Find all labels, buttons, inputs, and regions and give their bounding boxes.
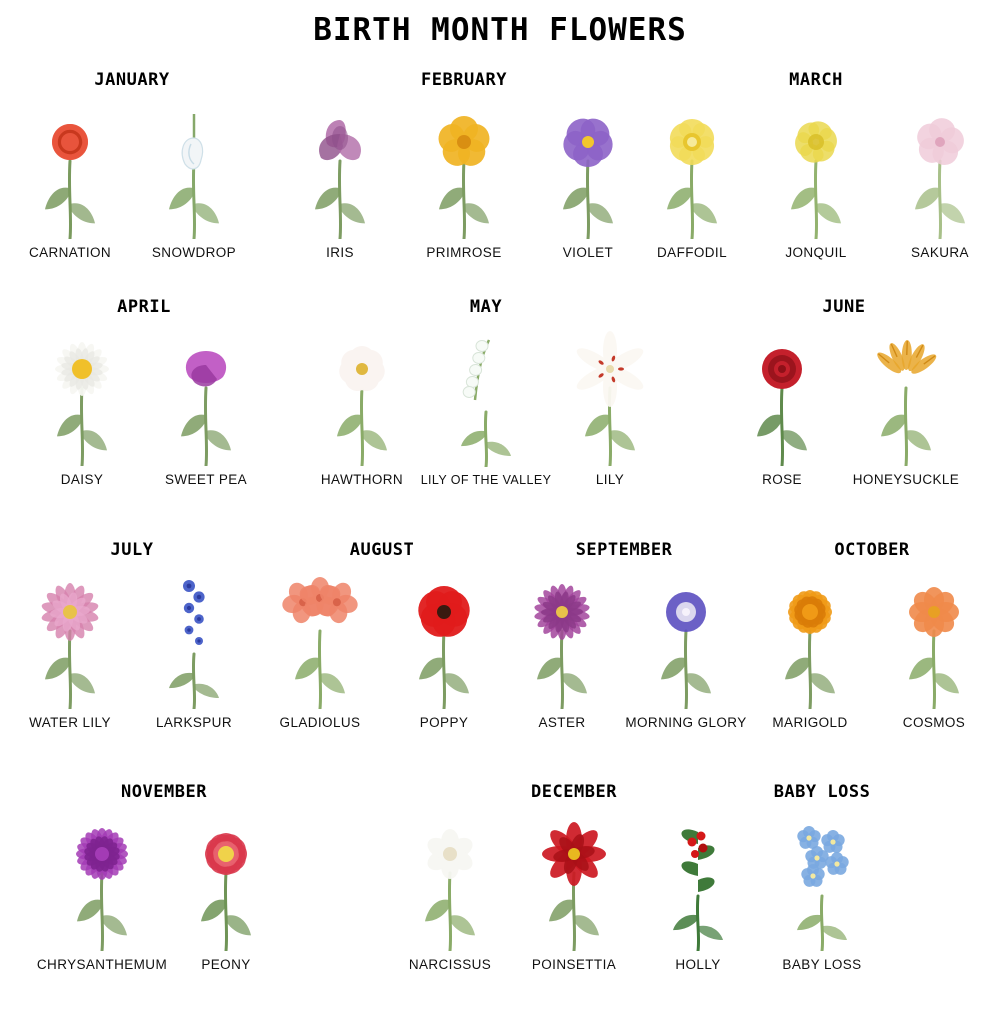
flower-label: COSMOS bbox=[903, 715, 965, 730]
flower-label: CARNATION bbox=[29, 245, 111, 260]
flower-cell bbox=[844, 321, 968, 487]
flower-label: HAWTHORN bbox=[321, 472, 403, 487]
flower-illustration-icon bbox=[307, 321, 417, 466]
flower-label: DAFFODIL bbox=[657, 245, 727, 260]
flower-strip bbox=[40, 806, 288, 972]
flower-label: LILY bbox=[596, 472, 624, 487]
flower-illustration-icon bbox=[533, 94, 643, 239]
page-title: BIRTH MONTH FLOWERS bbox=[0, 12, 1000, 48]
flower-cell bbox=[132, 94, 256, 260]
flower-label: MARIGOLD bbox=[772, 715, 847, 730]
flower-cell bbox=[512, 806, 636, 972]
flower-label: DAISY bbox=[61, 472, 104, 487]
month-title: OCTOBER bbox=[748, 540, 996, 560]
flower-label: HONEYSUCKLE bbox=[853, 472, 959, 487]
flower-illustration-icon bbox=[631, 564, 741, 709]
flower-label: GLADIOLUS bbox=[280, 715, 361, 730]
flower-label: HOLLY bbox=[675, 957, 720, 972]
flower-label: CHRYSANTHEMUM bbox=[37, 957, 167, 972]
flower-label: POINSETTIA bbox=[532, 957, 616, 972]
month-title: NOVEMBER bbox=[40, 782, 288, 802]
flower-strip bbox=[8, 94, 256, 260]
flower-illustration-icon bbox=[171, 806, 281, 951]
flower-label: IRIS bbox=[326, 245, 354, 260]
flower-strip bbox=[278, 94, 650, 260]
month-title: MAY bbox=[300, 297, 672, 317]
flower-label: LARKSPUR bbox=[156, 715, 232, 730]
flower-illustration-icon bbox=[555, 321, 665, 466]
flower-label: PRIMROSE bbox=[426, 245, 501, 260]
flower-cell bbox=[144, 321, 268, 487]
flower-label: LILY OF THE VALLEY bbox=[421, 473, 552, 487]
flower-strip bbox=[300, 321, 672, 487]
flower-cell bbox=[402, 94, 526, 260]
flower-cell bbox=[424, 322, 548, 487]
flower-illustration-icon bbox=[395, 806, 505, 951]
flower-illustration-icon bbox=[507, 564, 617, 709]
flower-illustration-icon bbox=[47, 806, 157, 951]
flower-cell bbox=[382, 564, 506, 730]
flower-illustration-icon bbox=[767, 806, 877, 951]
flower-cell bbox=[278, 94, 402, 260]
month-group bbox=[760, 782, 884, 972]
flower-label: PEONY bbox=[201, 957, 250, 972]
flower-cell bbox=[132, 564, 256, 730]
flower-label: VIOLET bbox=[563, 245, 613, 260]
month-group bbox=[748, 540, 996, 730]
month-title: JULY bbox=[8, 540, 256, 560]
flower-illustration-icon bbox=[885, 94, 995, 239]
month-group bbox=[8, 540, 256, 730]
flower-cell bbox=[500, 564, 624, 730]
month-group bbox=[40, 782, 288, 972]
flower-cell bbox=[760, 806, 884, 972]
flower-illustration-icon bbox=[285, 94, 395, 239]
flower-strip bbox=[258, 564, 506, 730]
flower-cell bbox=[872, 564, 996, 730]
month-group bbox=[630, 70, 1000, 260]
flower-strip bbox=[760, 806, 884, 972]
flower-cell bbox=[720, 321, 844, 487]
flower-illustration-icon bbox=[879, 564, 989, 709]
flower-label: BABY LOSS bbox=[782, 957, 861, 972]
month-group bbox=[20, 297, 268, 487]
flower-illustration-icon bbox=[761, 94, 871, 239]
flower-illustration-icon bbox=[139, 564, 249, 709]
flower-label: ROSE bbox=[762, 472, 802, 487]
flower-cell bbox=[258, 564, 382, 730]
flower-cell bbox=[20, 321, 144, 487]
flower-label: MORNING GLORY bbox=[625, 715, 746, 730]
flower-illustration-icon bbox=[265, 564, 375, 709]
flower-cell bbox=[8, 94, 132, 260]
flower-illustration-icon bbox=[389, 564, 499, 709]
month-group bbox=[258, 540, 506, 730]
flower-illustration-icon bbox=[27, 321, 137, 466]
month-title: FEBRUARY bbox=[278, 70, 650, 90]
month-group bbox=[8, 70, 256, 260]
flower-illustration-icon bbox=[519, 806, 629, 951]
month-title: JUNE bbox=[720, 297, 968, 317]
flower-cell bbox=[754, 94, 878, 260]
flower-cell bbox=[8, 564, 132, 730]
month-title: JANUARY bbox=[8, 70, 256, 90]
flower-strip bbox=[630, 94, 1000, 260]
month-title: MARCH bbox=[630, 70, 1000, 90]
flower-label: SWEET PEA bbox=[165, 472, 247, 487]
flower-label: SNOWDROP bbox=[152, 245, 236, 260]
flower-strip bbox=[720, 321, 968, 487]
flower-cell bbox=[548, 321, 672, 487]
flower-cell bbox=[624, 564, 748, 730]
month-group bbox=[300, 297, 672, 487]
flower-illustration-icon bbox=[643, 806, 753, 951]
flower-label: NARCISSUS bbox=[409, 957, 491, 972]
flower-cell bbox=[40, 806, 164, 972]
flower-strip bbox=[20, 321, 268, 487]
flower-illustration-icon bbox=[727, 321, 837, 466]
month-title: APRIL bbox=[20, 297, 268, 317]
flower-cell bbox=[748, 564, 872, 730]
month-title: DECEMBER bbox=[388, 782, 760, 802]
flower-strip bbox=[500, 564, 748, 730]
flower-illustration-icon bbox=[409, 94, 519, 239]
flower-label: SAKURA bbox=[911, 245, 969, 260]
flower-label: POPPY bbox=[420, 715, 469, 730]
month-title: SEPTEMBER bbox=[500, 540, 748, 560]
flower-cell bbox=[164, 806, 288, 972]
flower-label: WATER LILY bbox=[29, 715, 111, 730]
flower-label: JONQUIL bbox=[785, 245, 846, 260]
month-title: BABY LOSS bbox=[760, 782, 884, 802]
flower-strip bbox=[748, 564, 996, 730]
month-title: AUGUST bbox=[258, 540, 506, 560]
flower-illustration-icon bbox=[15, 564, 125, 709]
flower-cell bbox=[636, 806, 760, 972]
flower-cell bbox=[388, 806, 512, 972]
flower-strip bbox=[8, 564, 256, 730]
flower-illustration-icon bbox=[851, 321, 961, 466]
month-group bbox=[388, 782, 760, 972]
flower-cell bbox=[878, 94, 1000, 260]
month-group bbox=[720, 297, 968, 487]
flower-cell bbox=[300, 321, 424, 487]
flower-illustration-icon bbox=[637, 94, 747, 239]
flower-cell bbox=[630, 94, 754, 260]
flower-illustration-icon bbox=[15, 94, 125, 239]
month-group bbox=[278, 70, 650, 260]
flower-illustration-icon bbox=[151, 321, 261, 466]
flower-label: ASTER bbox=[538, 715, 585, 730]
flower-strip bbox=[388, 806, 760, 972]
month-group bbox=[500, 540, 748, 730]
flower-illustration-icon bbox=[139, 94, 249, 239]
flower-illustration-icon bbox=[755, 564, 865, 709]
flower-illustration-icon bbox=[431, 322, 541, 467]
